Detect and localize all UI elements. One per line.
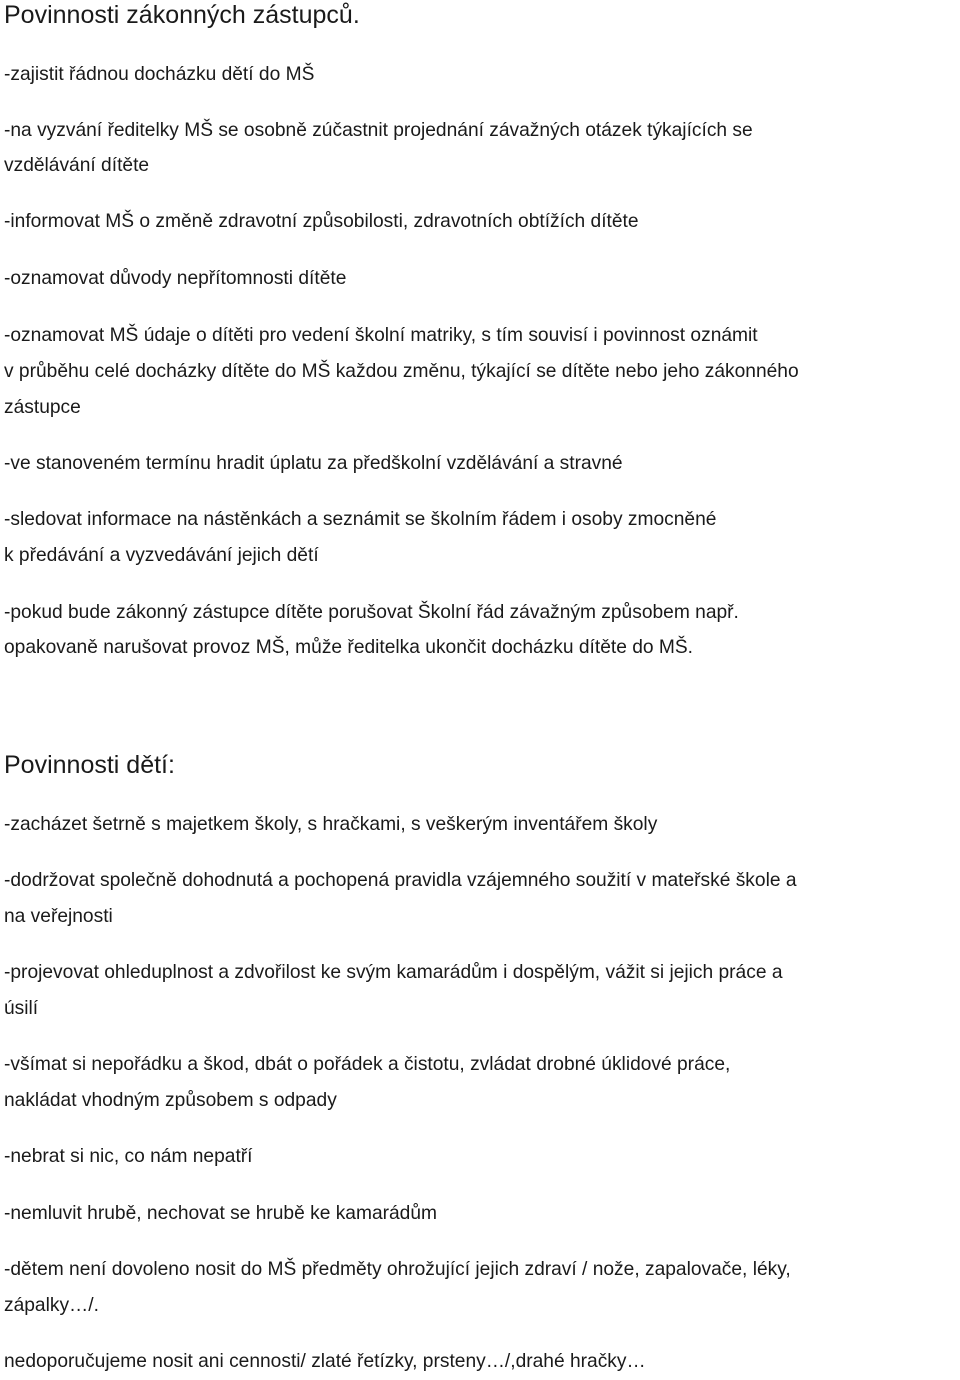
text-line: -zacházet šetrně s majetkem školy, s hračkami, s veškerým inventářem školy bbox=[4, 814, 658, 835]
text-line: opakovaně narušovat provoz MŠ, může ředitelka ukončit docházku dítěte do MŠ. bbox=[4, 637, 693, 658]
text-line: zápalky…/. bbox=[4, 1295, 99, 1316]
text-line: zástupce bbox=[4, 397, 81, 418]
text-line: -pokud bude zákonný zástupce dítěte porušovat Školní řád závažným způsobem např. bbox=[4, 602, 739, 623]
text-line: úsilí bbox=[4, 998, 39, 1019]
text-line: -nebrat si nic, co nám nepatří bbox=[4, 1146, 253, 1167]
text-line: -oznamovat MŠ údaje o dítěti pro vedení školní matriky, s tím souvisí i povinnost oznámit bbox=[4, 325, 758, 346]
text-line: -informovat MŠ o změně zdravotní způsobilosti, zdravotních obtížích dítěte bbox=[4, 211, 639, 232]
text-line: k předávání a vyzvedávání jejich dětí bbox=[4, 545, 319, 566]
text-line: -oznamovat důvody nepřítomnosti dítěte bbox=[4, 268, 347, 289]
text-line: v průběhu celé docházky dítěte do MŠ každou změnu, týkající se dítěte nebo jeho zákonného bbox=[4, 361, 799, 382]
text-line: -ve stanoveném termínu hradit úplatu za předškolní vzdělávání a stravné bbox=[4, 453, 623, 474]
section-heading-children: Povinnosti dětí: bbox=[4, 751, 175, 779]
section-heading-guardians: Povinnosti zákonných zástupců. bbox=[4, 1, 360, 29]
text-line: nedoporučujeme nosit ani cennosti/ zlaté řetízky, prsteny…/,drahé hračky… bbox=[4, 1351, 646, 1372]
text-line: -všímat si nepořádku a škod, dbát o pořádek a čistotu, zvládat drobné úklidové práce, bbox=[4, 1054, 731, 1075]
text-line: -dětem není dovoleno nosit do MŠ předměty ohrožující jejich zdraví / nože, zapalovače, léky, bbox=[4, 1259, 791, 1280]
text-line: -projevovat ohleduplnost a zdvořilost ke svým kamarádům i dospělým, vážit si jejich práce a bbox=[4, 962, 783, 983]
text-line: nakládat vhodným způsobem s odpady bbox=[4, 1090, 337, 1111]
text-line: -zajistit řádnou docházku dětí do MŠ bbox=[4, 64, 315, 85]
text-line: na veřejnosti bbox=[4, 906, 113, 927]
text-line: vzdělávání dítěte bbox=[4, 155, 150, 176]
text-line: -nemluvit hrubě, nechovat se hrubě ke kamarádům bbox=[4, 1203, 438, 1224]
text-line: -dodržovat společně dohodnutá a pochopená pravidla vzájemného soužití v mateřské škole a bbox=[4, 870, 797, 891]
text-line: -sledovat informace na nástěnkách a seznámit se školním řádem i osoby zmocněné bbox=[4, 509, 717, 530]
text-line: -na vyzvání ředitelky MŠ se osobně zúčastnit projednání závažných otázek týkajících se bbox=[4, 120, 753, 141]
